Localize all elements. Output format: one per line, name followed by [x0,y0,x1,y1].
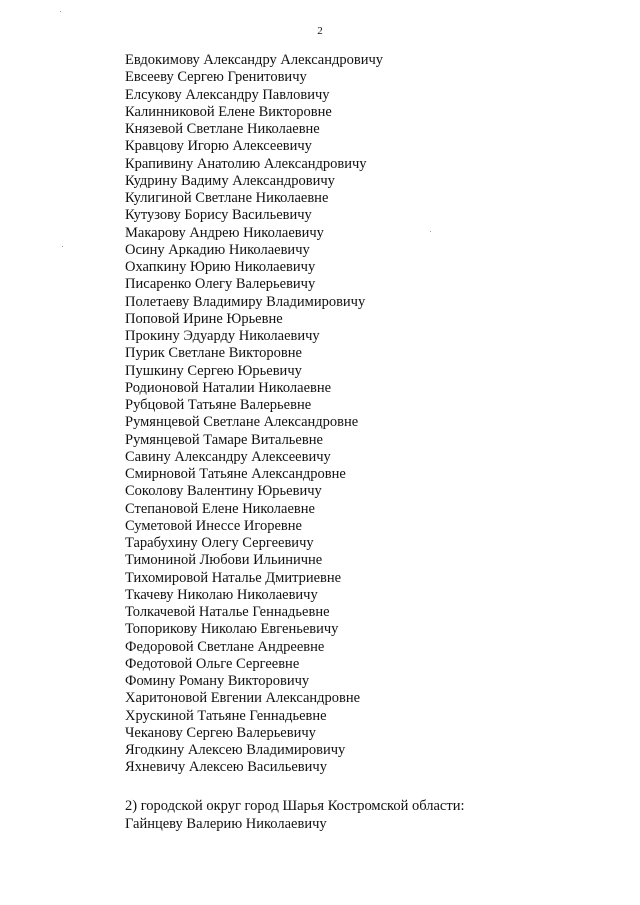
recipient-name: Елсукову Александру Павловичу [125,86,330,103]
recipient-name: Яхневичу Алексею Васильевичу [125,759,327,776]
recipient-name: Охапкину Юрию Николаевичу [125,259,316,275]
scan-speck [62,246,63,247]
recipient-name: Румянцевой Светлане Александровне [125,414,359,431]
municipality-section [125,797,464,833]
recipient-name: Пурик Светлане Викторовне [125,345,302,362]
scan-speck [60,11,61,12]
recipient-name: Суметовой Инессе Игоревне [125,517,302,534]
recipient-name: Топорикову Николаю Евгеньевичу [125,621,339,638]
recipient-name: Чеканову Сергею Валерьевичу [125,724,316,741]
scan-speck [430,231,431,232]
recipient-name: Гайнцеву Валерию Николаевичу [125,816,327,832]
recipient-name: Харитоновой Евгении Александровне [125,690,361,707]
recipient-name: Евсееву Сергею Гренитовичу [125,69,307,86]
recipient-name: Толкачевой Наталье Геннадьевне [125,604,330,620]
recipient-name: Степановой Елене Николаевне [125,500,315,517]
recipient-name: Фомину Роману Викторовичу [125,673,310,689]
recipient-name: Макарову Андрею Николаевичу [125,224,324,241]
recipient-name: Соколову Валентину Юрьевичу [125,483,322,500]
recipient-name: Родионовой Наталии Николаевне [125,379,332,396]
recipient-name: Крапивину Анатолию Александровичу [125,155,367,172]
recipient-name: Кулигиной Светлане Николаевне [125,190,329,206]
recipient-name: Осину Аркадию Николаевичу [125,241,310,258]
recipient-name: Румянцевой Тамаре Витальевне [125,431,323,448]
section-heading: 2) городской округ город Шарья Костромской области: [125,798,465,814]
recipient-name: Федоровой Светлане Андреевне [125,638,325,655]
recipient-name: Федотовой Ольге Сергеевне [125,655,300,672]
recipient-list [125,52,383,777]
recipient-name: Пушкину Сергею Юрьевичу [125,362,302,379]
recipient-name: Хрускиной Татьяне Геннадьевне [125,707,327,724]
recipient-name: Ягодкину Алексею Владимировичу [125,742,346,758]
page-number: 2 [317,25,323,37]
recipient-name: Кутузову Борису Васильевичу [125,207,312,224]
recipient-name: Рубцовой Татьяне Валерьевне [125,397,312,413]
recipient-name: Кравцову Игорю Алексеевичу [125,138,312,155]
recipient-name: Евдокимову Александру Александровичу [125,52,384,68]
recipient-name: Савину Александру Алексеевичу [125,448,331,465]
recipient-name: Тихомировой Наталье Дмитриевне [125,569,342,586]
recipient-name: Калинниковой Елене Викторовне [125,103,332,120]
recipient-name: Кудрину Вадиму Александровичу [125,172,335,189]
recipient-name: Тимониной Любови Ильиничне [125,552,323,569]
recipient-name: Поповой Ирине Юрьевне [125,310,283,327]
recipient-name: Прокину Эдуарду Николаевичу [125,328,320,344]
recipient-name: Полетаеву Владимиру Владимировичу [125,293,366,310]
recipient-name: Смирновой Татьяне Александровне [125,466,346,482]
section-recipient-list [125,815,464,833]
recipient-name: Тарабухину Олегу Сергеевичу [125,535,314,551]
recipient-name: Ткачеву Николаю Николаевичу [125,586,318,603]
recipient-name: Князевой Светлане Николаевне [125,121,320,137]
recipient-name: Писаренко Олегу Валерьевичу [125,276,316,293]
